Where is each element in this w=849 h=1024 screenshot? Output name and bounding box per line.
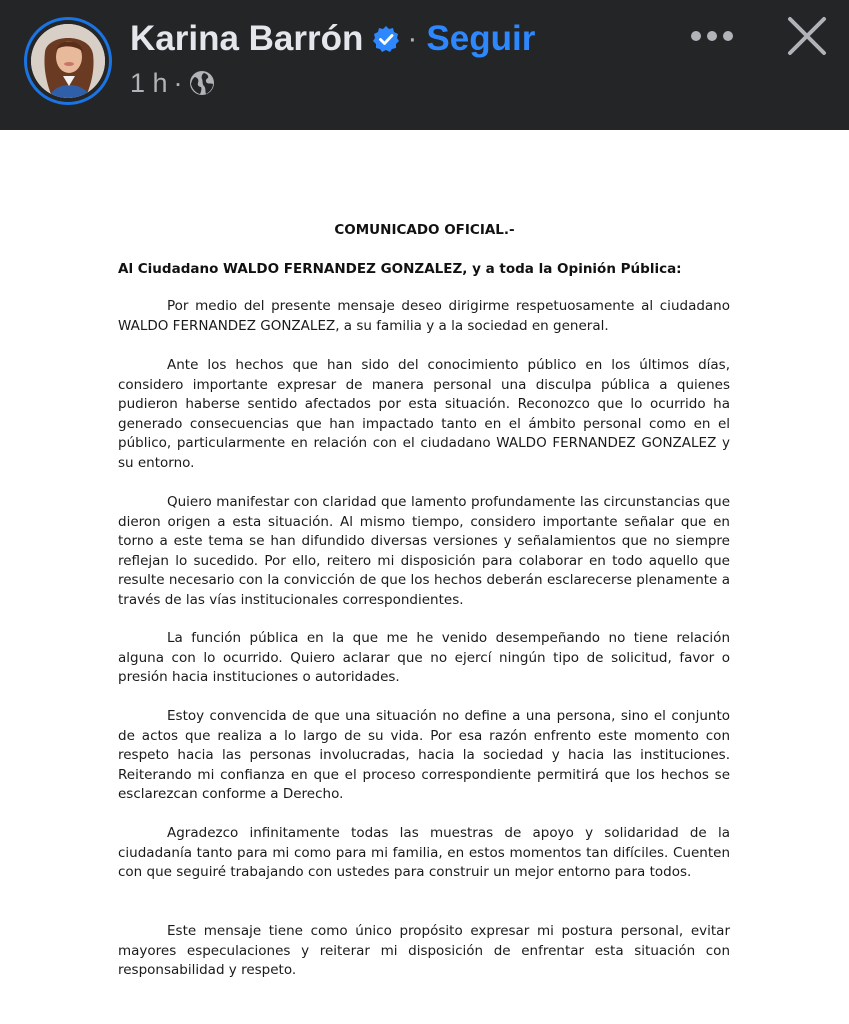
statement-document [0, 130, 849, 1024]
paragraph-2: Ante los hechos que han sido del conocimiento público en los últimos días, considero importante expresar de manera personal una disculpa pública a quienes pudieron haberse sentido afectados por esta situación. Reconozco que lo ocurrido ha generado consecuencias que han impactado tanto en el ámbito personal como en el público, particularmente en relación con el ciudadano WALDO FERNANDEZ GONZALEZ y su entorno. [118, 357, 730, 471]
paragraph-1: Por medio del presente mensaje deseo dirigirme respetuosamente al ciudadano WALDO FERNANDEZ GONZALEZ, a su familia y a la sociedad en general. [118, 298, 730, 334]
verified-badge-icon [372, 25, 400, 53]
paragraph-4: La función pública en la que me he venido desempeñando no tiene relación alguna con lo ocurrido. Quiero aclarar que no ejercí ningún tipo de solicitud, favor o presión hacia instituciones o autoridades. [118, 630, 730, 685]
avatar[interactable] [24, 17, 112, 105]
document-title: COMUNICADO OFICIAL.- [334, 222, 515, 238]
paragraph-7: Este mensaje tiene como único propósito expresar mi postura personal, evitar mayores especulaciones y reiterar mi disposición de enfrentar esta situación con responsabilidad y respeto. [118, 923, 730, 978]
profile-photo-image [31, 24, 105, 98]
paragraph-6: Agradezco infinitamente todas las muestras de apoyo y solidaridad de la ciudadanía tanto para mi como para mi familia, en estos momentos tan difíciles. Cuenten con que seguiré trabajando con ustedes para construir un mejor entorno para todos. [118, 825, 730, 880]
document-salutation: Al Ciudadano WALDO FERNANDEZ GONZALEZ, y a toda la Opinión Pública: [118, 261, 682, 277]
name-separator: · [407, 22, 418, 55]
meta-separator: · [173, 67, 183, 98]
paragraph-3: Quiero manifestar con claridad que lamento profundamente las circunstancias que dieron origen a esta situación. Al mismo tiempo, considero importante señalar que en torno a este tema se han difundido diversas versiones y señalamientos que no siempre reflejan lo sucedido. Por ello, reitero mi disposición para colaborar en todo aquello que resulte necesario con la convicción de que los hechos deberán esclarecerse plenamente a través de las vías institucionales correspondientes. [118, 494, 730, 608]
author-name[interactable]: Karina Barrón [130, 19, 364, 58]
author-row [130, 14, 535, 64]
follow-button[interactable]: Seguir [426, 19, 536, 58]
globe-icon[interactable] [189, 70, 215, 96]
more-options-icon[interactable] [690, 24, 734, 48]
post-timestamp[interactable]: 1 h [130, 67, 168, 98]
close-icon[interactable] [786, 15, 828, 57]
profile-photo [31, 24, 105, 98]
post-header [0, 0, 849, 130]
post-meta [130, 66, 215, 100]
paragraph-5: Estoy convencida de que una situación no define a una persona, sino el conjunto de actos que realiza a lo largo de su vida. Por esa razón enfrento este momento con respeto hacia las personas involucradas, hacia la sociedad y hacia las instituciones. Reiterando mi confianza en que el proceso correspondiente permitirá que los hechos se esclarezcan conforme a Derecho. [118, 708, 730, 802]
